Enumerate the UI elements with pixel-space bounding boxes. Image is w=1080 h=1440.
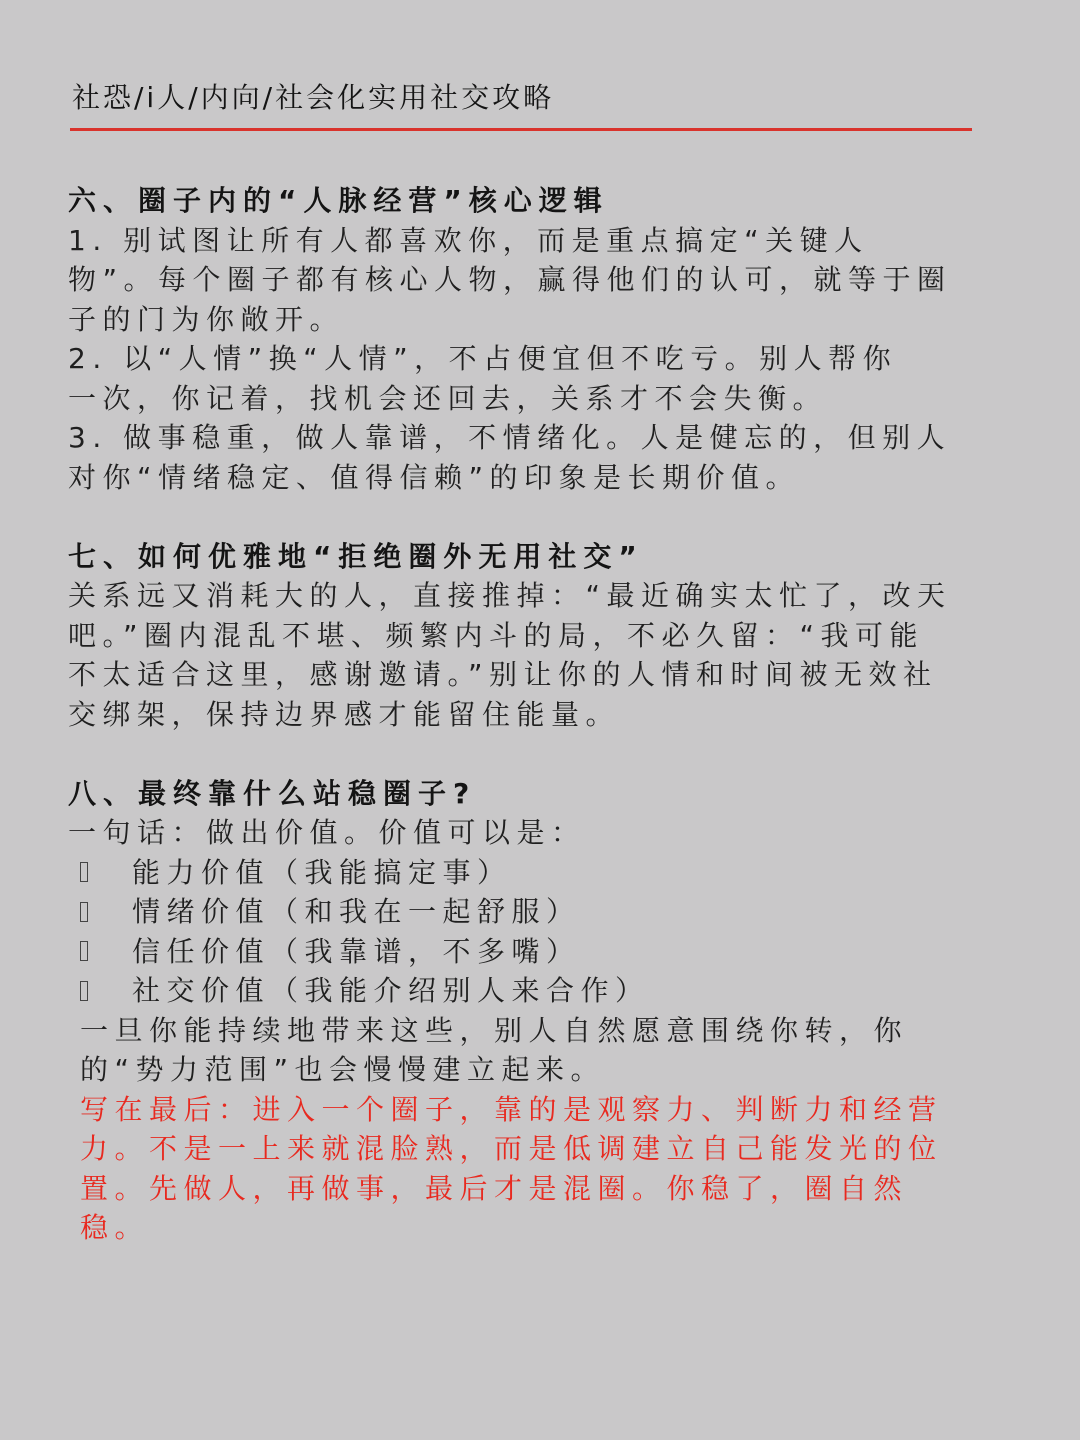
bullet-box-icon xyxy=(80,902,88,922)
section-7-title: 七、如何优雅地“拒绝圈外无用社交” xyxy=(68,539,644,573)
bullet-box-icon xyxy=(80,981,88,1001)
section-8-closing-line: 的“势力范围”也会慢慢建立起来。 xyxy=(80,1053,606,1086)
section-7-line: 不太适合这里，感谢邀请。”别让你的人情和时间被无效社 xyxy=(68,658,938,691)
section-6-title: 六、圈子内的“人脉经营”核心逻辑 xyxy=(68,184,609,217)
section-7-line: 交绑架，保持边界感才能留住能量。 xyxy=(68,697,621,731)
bullet-item xyxy=(68,971,968,1011)
article-body xyxy=(68,181,968,1248)
bullet-item xyxy=(68,853,968,893)
final-note-line: 写在最后：进入一个圈子，靠的是观察力、判断力和经营 xyxy=(80,1092,943,1126)
bullet-text: 能力价值（我能搞定事） xyxy=(132,855,512,889)
title-divider xyxy=(70,128,972,131)
section-6-line: 物”。每个圈子都有核心人物，赢得他们的认可，就等于圈 xyxy=(68,263,952,296)
section-6-line: 对你“情绪稳定、值得信赖”的印象是长期价值。 xyxy=(68,460,801,494)
section-spacer xyxy=(68,734,968,774)
bullet-box-icon xyxy=(80,941,88,961)
bullet-text: 社交价值（我能介绍别人来合作） xyxy=(132,974,650,1007)
section-8-closing-line: 一旦你能持续地带来这些，别人自然愿意围绕你转，你 xyxy=(80,1013,909,1047)
final-note-line: 置。先做人，再做事，最后才是混圈。你稳了，圈自然稳。 xyxy=(80,1171,909,1244)
article-title: 社恐/i人/内向/社会化实用社交攻略 xyxy=(72,81,555,114)
section-6-line: 1. 别试图让所有人都喜欢你，而是重点搞定“关键人 xyxy=(68,223,869,257)
bullet-item xyxy=(68,932,968,972)
section-6-line: 一次，你记着，找机会还回去，关系才不会失衡。 xyxy=(68,381,828,415)
section-8-title: 八、最终靠什么站稳圈子? xyxy=(68,776,477,810)
bullet-item xyxy=(68,892,968,932)
bullet-text: 信任价值（我靠谱，不多嘴） xyxy=(132,934,581,968)
section-6-line: 3. 做事稳重，做人靠谱，不情绪化。人是健忘的，但别人 xyxy=(68,421,952,454)
bullet-box-icon xyxy=(80,862,88,882)
section-spacer xyxy=(68,497,968,537)
section-6-line: 子的门为你敞开。 xyxy=(68,302,345,336)
section-7-line: 吧。”圈内混乱不堪、频繁内斗的局，不必久留：“我可能 xyxy=(68,618,925,652)
final-note-line: 力。不是一上来就混脸熟，而是低调建立自己能发光的位 xyxy=(80,1132,943,1165)
section-7-line: 关系远又消耗大的人，直接推掉：“最近确实太忙了，改天 xyxy=(68,579,952,612)
section-8-intro: 一句话：做出价值。价值可以是： xyxy=(68,816,586,849)
bullet-text: 情绪价值（和我在一起舒服） xyxy=(132,895,581,928)
section-6-line: 2. 以“人情”换“人情”，不占便宜但不吃亏。别人帮你 xyxy=(68,342,898,375)
